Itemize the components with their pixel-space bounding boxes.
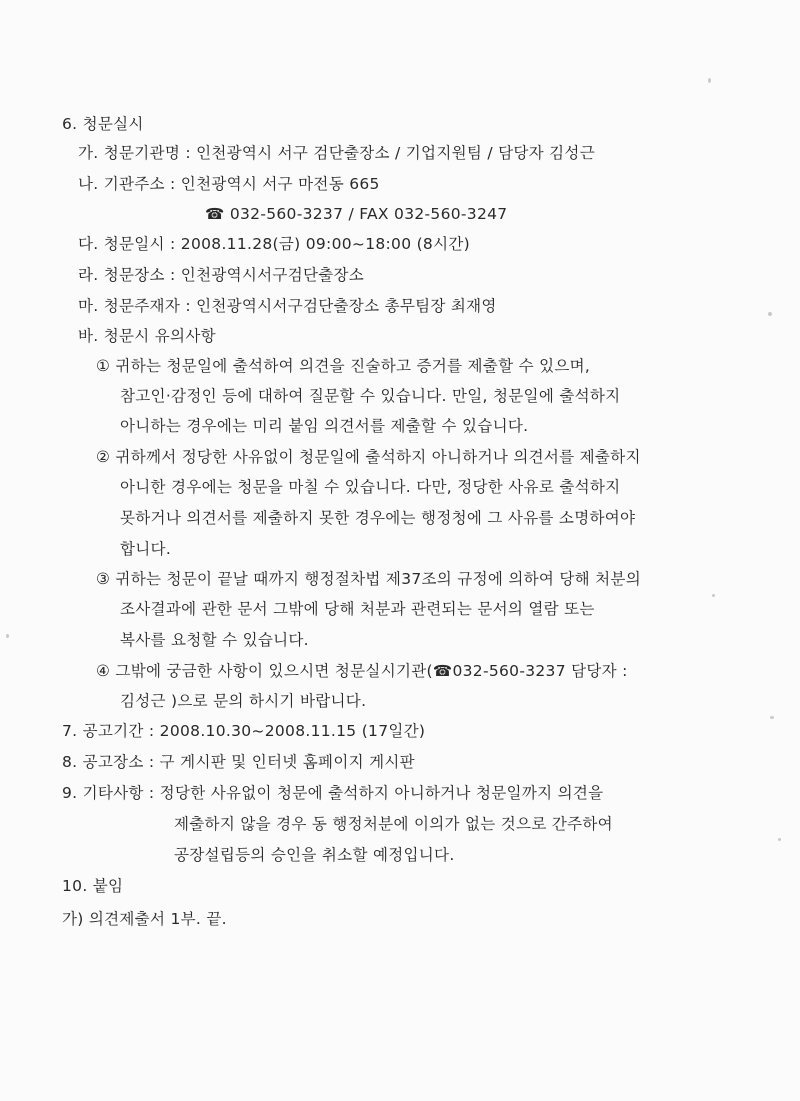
note-3-line-3: 복사를 요청할 수 있습니다. [120, 631, 309, 649]
note-2-line-1: ② 귀하께서 정당한 사유없이 청문일에 출석하지 아니하거나 의견서를 제출하지 [96, 448, 641, 466]
section-10-heading: 10. 붙임 [62, 877, 124, 895]
scan-speck [712, 594, 715, 597]
note-3-line-2: 조사결과에 관한 문서 그밖에 당해 처분과 관련되는 문서의 열람 또는 [120, 600, 595, 618]
hearing-datetime: 다. 청문일시 : 2008.11.28(금) 09:00~18:00 (8시간) [78, 235, 470, 253]
section-9-line-1: 9. 기타사항 : 정당한 사유없이 청문에 출석하지 아니하거나 청문일까지 의견을 [62, 784, 604, 802]
attachment-item: 가) 의견제출서 1부. 끝. [62, 910, 227, 928]
scan-speck [6, 634, 9, 638]
section-8-notice-place: 8. 공고장소 : 구 게시판 및 인터넷 홈페이지 게시판 [62, 753, 415, 771]
section-7-notice-period: 7. 공고기간 : 2008.10.30~2008.11.15 (17일간) [62, 722, 426, 740]
hearing-agency: 가. 청문기관명 : 인천광역시 서구 검단출장소 / 기업지원팀 / 담당자 김성근 [78, 144, 595, 162]
agency-phone-fax: ☎ 032-560-3237 / FAX 032-560-3247 [205, 205, 508, 223]
note-1-line-3: 아니하는 경우에는 미리 붙임 의견서를 제출할 수 있습니다. [120, 417, 529, 435]
note-4-line-2: 김성근 )으로 문의 하시기 바랍니다. [120, 692, 367, 710]
section-9-line-2: 제출하지 않을 경우 동 행정처분에 이의가 없는 것으로 간주하여 [174, 815, 613, 833]
scan-speck [778, 838, 781, 841]
note-1-line-1: ① 귀하는 청문일에 출석하여 의견을 진술하고 증거를 제출할 수 있으며, [96, 357, 591, 375]
agency-address: 나. 기관주소 : 인천광역시 서구 마전동 665 [78, 175, 380, 193]
hearing-place: 라. 청문장소 : 인천광역시서구검단출장소 [78, 266, 365, 284]
note-1-line-2: 참고인·감정인 등에 대하여 질문할 수 있습니다. 만일, 청문일에 출석하지 [120, 387, 621, 405]
section-6-heading: 6. 청문실시 [62, 115, 144, 133]
note-2-line-3: 못하거나 의견서를 제출하지 못한 경우에는 행정청에 그 사유를 소명하여야 [120, 509, 636, 527]
section-9-line-3: 공장설립등의 승인을 취소할 예정입니다. [174, 846, 455, 864]
scan-speck [768, 312, 772, 316]
scan-speck [708, 78, 711, 83]
note-4-line-1: ④ 그밖에 궁금한 사항이 있으시면 청문실시기관(☎032-560-3237 담당자 : [96, 662, 628, 680]
note-2-line-4: 합니다. [120, 540, 172, 558]
note-2-line-2: 아니한 경우에는 청문을 마칠 수 있습니다. 다만, 정당한 사유로 출석하지 [120, 478, 621, 496]
hearing-presider: 마. 청문주재자 : 인천광역시서구검단출장소 총무팀장 최재영 [78, 297, 497, 315]
hearing-notes-heading: 바. 청문시 유의사항 [78, 327, 216, 345]
scan-speck [770, 716, 774, 719]
note-3-line-1: ③ 귀하는 청문이 끝날 때까지 행정절차법 제37조의 규정에 의하여 당해 처분의 [96, 570, 641, 588]
